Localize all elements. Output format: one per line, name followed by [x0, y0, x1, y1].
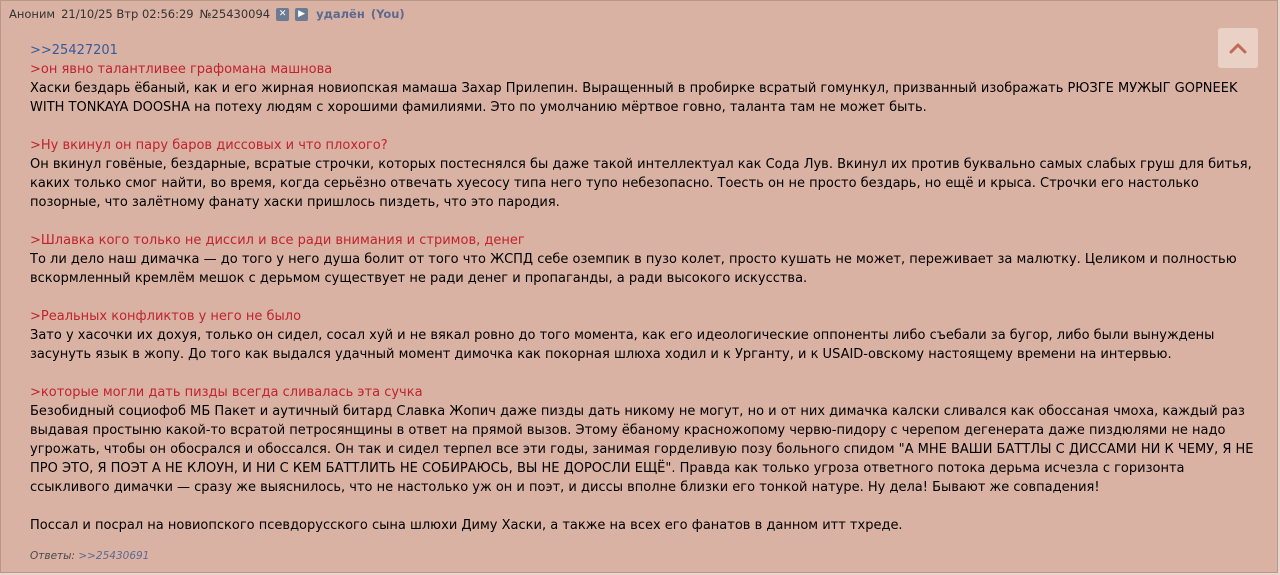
reply-link[interactable]: >>25427201 — [30, 43, 118, 58]
close-icon[interactable]: ✕ — [276, 8, 289, 21]
post-datetime: 21/10/25 Втр 02:56:29 — [61, 7, 194, 21]
deleted-label: удалён — [316, 7, 365, 21]
post-number[interactable]: №25430094 — [199, 7, 271, 21]
post-paragraph: Безобидный социофоб МБ Пакет и аутичный битард Славка Жопич даже пизды дать никому не могут, но и от них димачка калски сливался как обоссаная чмоха, каждый раз выдавая простыню какой-то всратой петросянщины в ответ на прямой вызов. Этому ёбаному красножопому червю-пидору с черепом дегенерата даже пиздюлями не надо угрожать, чтобы он обосрался и обоссался. Он так и сидел терпел все эти годы, занимая горделивую позу больного спидом "А МНЕ ВАШИ БАТТЛЫ С ДИССАМИ НИ К ЧЕМУ, Я НЕ ПРО ЭТО, Я ПОЭТ А НЕ КЛОУН, И НИ С КЕМ БАТТЛИТЬ НЕ СОБИРАЮСЬ, ВЫ НЕ ДОРОСЛИ ЕЩЁ". Правда как только угроза ответного потока дерьма исчезла с горизонта ссыкливого димачки — сразу же выяснилось, что не настолько уж он и поэт, и диссы вполне близки его тонкой натуре. Ну дела! Бывают же совпадения! — [30, 404, 1254, 495]
you-label: (You) — [370, 7, 405, 21]
replies-label: Ответы: — [30, 550, 75, 562]
greentext-quote: >Реальных конфликтов у него не было — [30, 309, 302, 324]
replies-footer — [30, 550, 149, 562]
greentext-quote: >Ну вкинул он пару баров диссовых и что плохого? — [30, 138, 388, 153]
greentext-quote: >Шлавка кого только не диссил и все ради внимания и стримов, денег — [30, 233, 525, 248]
post-paragraph: Хаски бездарь ёбаный, как и его жирная новиопская мамаша Захар Прилепин. Выращенный в пробирке всратый гомункул, призванный изображать РЮЗГЕ МУЖЫГ GOPNEEK WITH TONKAYA DOOSHA на потеху людям с хорошими фамилиями. Это по умолчанию мёртвое говно, таланта там не может быть. — [30, 81, 1238, 115]
post-paragraph: Поссал и посрал на новиопского псевдорусского сына шлюхи Диму Хаски, а также на всех его фанатов в данном итт тхреде. — [30, 518, 903, 533]
greentext-quote: >которые могли дать пизды всегда сливалась эта сучка — [30, 385, 423, 400]
post-paragraph: Зато у хасочки их дохуя, только он сидел, сосал хуй и не вякал ровно до того момента, как его идеологические оппоненты либо съебали за бугор, либо были вынуждены засунуть язык в жопу. До того как выдался удачный момент димочка как покорная шлюха ходил и к Урганту, и к USAID-овскому настоящему времени на интервью. — [30, 328, 1215, 362]
play-icon[interactable]: ▶ — [295, 8, 308, 21]
greentext-quote: >он явно талантливее графомана машнова — [30, 62, 333, 77]
reply-ref-link[interactable]: >>25430691 — [78, 550, 150, 562]
poster-name: Аноним — [9, 7, 56, 21]
post-paragraph: Он вкинул говёные, бездарные, всратые строчки, которых постеснялся бы даже такой интеллектуал как Сода Лув. Вкинул их против буквально самых слабых груш для битья, каких только смог найти, во время, когда серьёзно отвечать хуесосу типа него тупо небезопасно. Тоесть он не просто бездарь, но ещё и крыса. Строчки его настолько позорные, что залётному фанату хаски пришлось пиздеть, что это пародия. — [30, 157, 1252, 210]
post-body — [30, 41, 1262, 535]
post-paragraph: То ли дело наш димачка — до того у него душа болит от того что ЖСПД себе оземпик в пузо колет, просто кушать не может, переживает за малютку. Целиком и полностью вскормленный кремлём мешок с дерьмом существует не ради денег и пропаганды, а ради высокого искусства. — [30, 252, 1237, 286]
post-header — [9, 6, 411, 22]
